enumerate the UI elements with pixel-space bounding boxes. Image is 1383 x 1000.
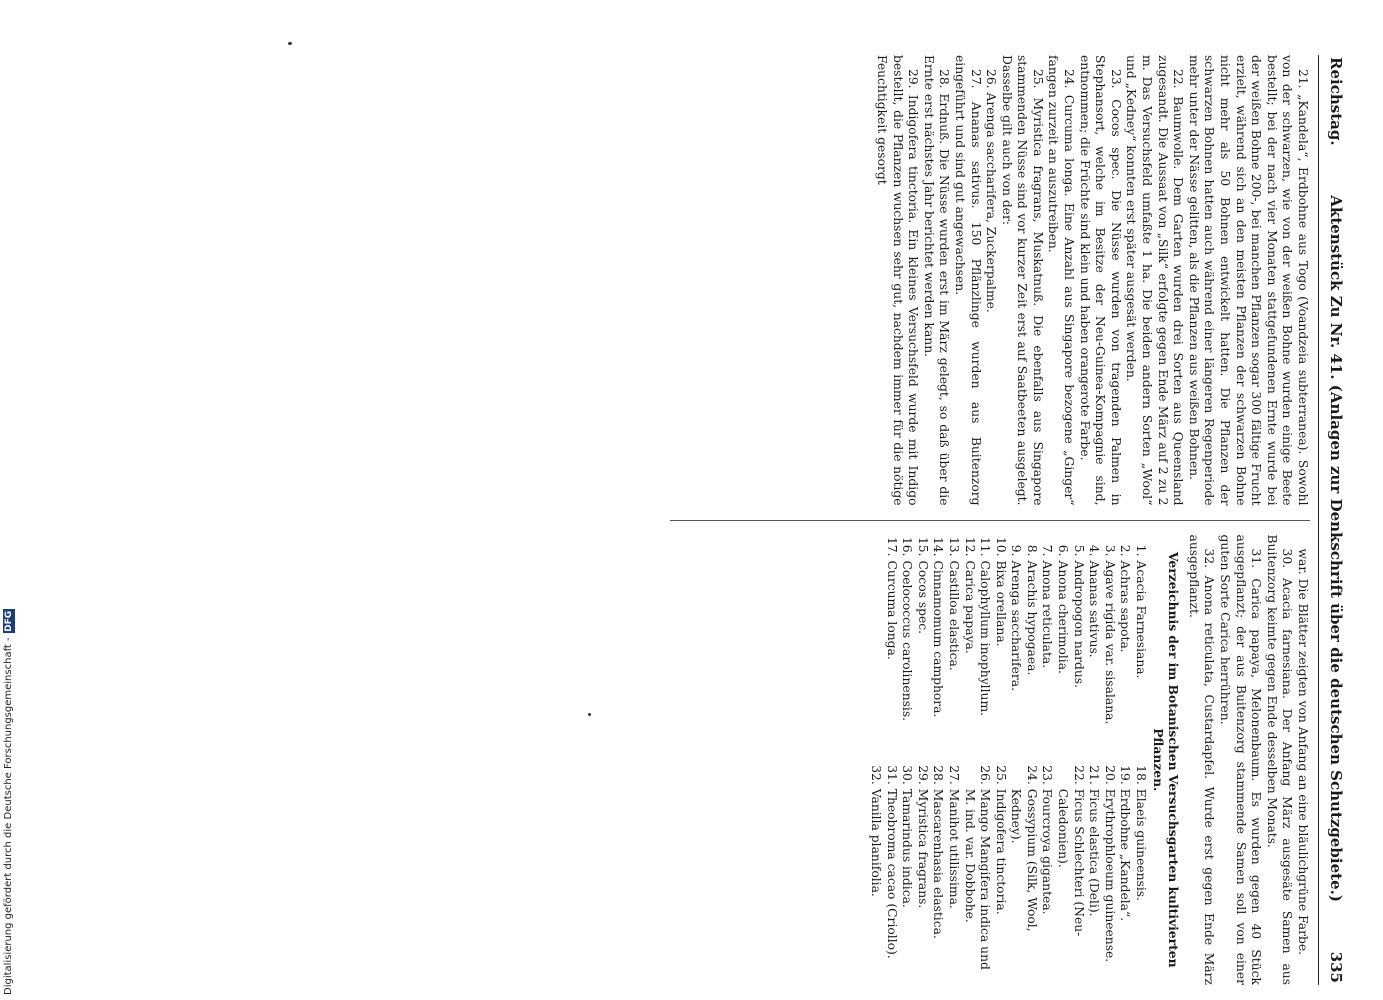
plant-list-item bbox=[914, 535, 930, 757]
plant-name: Agave rigida var. sisalana. bbox=[1102, 560, 1117, 725]
plant-number: 11. bbox=[978, 536, 993, 557]
plant-number: 20. bbox=[1102, 765, 1117, 785]
plant-list-item bbox=[1117, 763, 1133, 985]
plant-name: Bixa orellana. bbox=[993, 560, 1008, 647]
plant-number: 19. bbox=[1118, 765, 1133, 785]
plant-name: Cinnamomum camphora. bbox=[931, 560, 946, 718]
plant-number: 21. bbox=[1087, 765, 1102, 785]
plant-list-item bbox=[930, 535, 946, 757]
plant-name: Calophyllum inophyllum. bbox=[978, 560, 993, 717]
paragraph: 21. „Kandela“, Erdbohne aus Togo (Voandzeia subterranea). Sowohl von der schwarzen, wie von der weißen Bohne wurden einige Beete bestellt; bei der nach vier Monaten stattgefundenen Ernte wurde bei der weißen Bohne 200-, bei manchen Pflanzen sogar 300 fältige Frucht erzielt, während sich an den meisten Pflanzen der schwarzen Bohne nicht mehr als 50 Bohnen entwickelt hatten. Die Pflanzen der schwarzen Bohnen hatten auch während einer längeren Regenperiode mehr unter der Nässe gelitten, als die Pflanzen aus weißen Bohnen. bbox=[1186, 55, 1310, 506]
column-divider bbox=[670, 520, 1310, 521]
plant-list-item bbox=[945, 535, 961, 757]
plant-number: 1. bbox=[1134, 544, 1149, 557]
plant-list-item bbox=[1132, 535, 1148, 757]
paragraph: 23. Cocos spec. Die Nüsse wurden von tragenden Palmen in Stephansort, welche im Besitze der Neu-Guinea-Kompagnie sind, entnommen; die Früchte sind klein und haben orangerote Farbe. bbox=[1077, 55, 1123, 506]
plant-name: Ficus Schlechteri (Neu-Caledonien). bbox=[1056, 788, 1086, 937]
plant-name: Tamarindus indica. bbox=[900, 788, 915, 908]
plant-list-item bbox=[1101, 763, 1117, 985]
plant-name: Castilloa elastica. bbox=[946, 560, 961, 671]
plant-list-item bbox=[1086, 535, 1102, 757]
plant-list-item bbox=[883, 763, 899, 985]
plant-number: 18. bbox=[1134, 765, 1149, 785]
plant-list-item bbox=[930, 763, 946, 985]
plant-number: 2. bbox=[1118, 544, 1133, 557]
plant-list-title: Verzeichnis der im Botanischen Versuchsgarten kultivierten Pflanzen. bbox=[1150, 551, 1182, 968]
paragraph: 30. Acacia farnesiana. Der Anfang März ausgesäte Samen aus Buitenzorg keimte gegen Ende desselben Monats. bbox=[1264, 534, 1295, 986]
plant-name: Curcuma longa. bbox=[884, 560, 899, 660]
plant-name: Arachis hypogaea. bbox=[1024, 560, 1039, 676]
paragraph: 27. Ananas sativus. 150 Pflänzlinge wurden aus Buitenzorg eingeführt und sind gut angewachsen. bbox=[952, 55, 983, 506]
plant-name: Erdbohne „Kandela“. bbox=[1118, 788, 1133, 922]
plant-name: Carica papaya. bbox=[962, 560, 977, 654]
plant-number: 6. bbox=[1056, 544, 1071, 557]
plant-list-item bbox=[883, 535, 899, 757]
plant-name: Achras sapota. bbox=[1118, 560, 1133, 653]
plant-name: Anona cherimolia. bbox=[1056, 560, 1071, 674]
dfg-logo: DFG bbox=[4, 610, 14, 632]
plant-number: 7. bbox=[1040, 544, 1055, 557]
text-columns bbox=[670, 55, 1310, 985]
plant-list-item bbox=[961, 535, 977, 757]
plant-name: Gossypium (Silk, Wool, Kedney). bbox=[1009, 788, 1039, 932]
plant-list-item bbox=[945, 763, 961, 985]
plant-name: Anona reticulata. bbox=[1040, 560, 1055, 669]
plant-list-item bbox=[1055, 763, 1086, 985]
plant-list-item bbox=[1023, 535, 1039, 757]
paragraph: 25. Myristica fragrans, Muskatnuß. Die ebenfalls aus Singapore stammenden Nüsse sind vor kurzer Zeit erst auf Saatbeeten ausgelegt. Dasselbe gilt auch von der: bbox=[999, 55, 1045, 506]
scan-speck bbox=[288, 42, 292, 45]
plant-name: Coelococcus carolinensis. bbox=[900, 560, 915, 722]
paragraph: 22. Baumwolle. Dem Garten wurden drei Sorten aus Queensland zugesandt. Die Aussaat von „Silk“ erfolgte gegen Ende März auf 2 zu 2 m. Das Versuchsfeld umfaßte 1 ha. Die beiden andern Sorten „Wool“ und „Kedney“ konnten erst später ausgesät werden. bbox=[1124, 55, 1186, 506]
plant-list-item bbox=[1117, 535, 1133, 757]
plant-number: 9. bbox=[1009, 544, 1024, 557]
plant-list-item bbox=[1132, 763, 1148, 985]
plant-name: Elaeis guineensis. bbox=[1134, 788, 1149, 902]
plant-list-item bbox=[899, 535, 915, 757]
left-column bbox=[670, 55, 1310, 506]
plant-number: 28. bbox=[931, 765, 946, 785]
plant-number: 5. bbox=[1071, 544, 1086, 557]
plant-number: 8. bbox=[1024, 544, 1039, 557]
plant-name: Manihot utilissima. bbox=[946, 788, 961, 909]
header-left: Reichstag. bbox=[1327, 57, 1345, 146]
page-number: 335 bbox=[1327, 951, 1345, 983]
plant-name: Acacia Farnesiana. bbox=[1134, 560, 1149, 679]
plant-name: Mango Mangifera indica und M. ind. var. Dobbohe. bbox=[962, 788, 993, 970]
plant-name: Mascarenhasia elastica. bbox=[931, 788, 946, 939]
document-page bbox=[655, 55, 1345, 985]
plant-list-item bbox=[1055, 535, 1071, 757]
plant-list-item bbox=[1086, 763, 1102, 985]
plant-number: 16. bbox=[900, 536, 915, 557]
plant-number: 30. bbox=[900, 765, 915, 785]
plant-list-item bbox=[1008, 763, 1039, 985]
plant-number: 27. bbox=[946, 765, 961, 785]
plant-name: Erythrophloeum guineense. bbox=[1102, 788, 1117, 963]
funding-note-text: Digitalisierung gefördert durch die Deutsche Forschungsgemeinschaft - bbox=[3, 637, 14, 995]
plant-number: 26. bbox=[978, 765, 993, 785]
paragraph: 29. Indigofera tinctoria. Ein kleines Versuchsfeld wurde mit Indigo bestellt, die Pflanzen wuchsen sehr gut, nachdem immer für die nötige Feuchtigkeit gesorgt bbox=[874, 55, 921, 506]
plant-name: Vanilla planifolia. bbox=[868, 788, 883, 897]
plant-name: Cocos spec. bbox=[915, 560, 930, 635]
paragraph: 28. Erdnuß. Die Nüsse wurden erst im März gelegt, so daß über die Ernte erst nächstes Jahr berichtet werden kann. bbox=[921, 55, 952, 506]
plant-number: 23. bbox=[1040, 765, 1055, 785]
plant-number: 17. bbox=[884, 536, 899, 557]
plant-number: 15. bbox=[915, 536, 930, 557]
plant-list-item bbox=[961, 763, 992, 985]
plant-list-item bbox=[1008, 535, 1024, 757]
scan-speck bbox=[588, 713, 591, 716]
plant-list-item bbox=[899, 763, 915, 985]
plant-list-item bbox=[1039, 763, 1055, 985]
plant-name: Arenga saccharifera. bbox=[1009, 560, 1024, 691]
plant-number: 31. bbox=[884, 765, 899, 785]
plant-list-item bbox=[1070, 535, 1086, 757]
plant-number: 32. bbox=[868, 765, 883, 785]
plant-number: 13. bbox=[946, 536, 961, 557]
plant-name: Andropogon nardus. bbox=[1071, 560, 1086, 688]
plant-number: 14. bbox=[931, 536, 946, 557]
plant-number: 24. bbox=[1024, 765, 1039, 785]
page-header bbox=[1321, 55, 1345, 985]
plant-list-item bbox=[1039, 535, 1055, 757]
plant-name: Theobroma cacao (Criollo). bbox=[884, 788, 899, 959]
plant-list-part-a bbox=[867, 535, 1148, 757]
plant-list-item bbox=[867, 763, 883, 985]
paragraph: 32. Anona reticulata, Custardapfel. Wurde erst gegen Ende März ausgepflanzt. bbox=[1186, 534, 1217, 986]
plant-name: Fourcroya gigantea. bbox=[1040, 788, 1055, 915]
plant-number: 22. bbox=[1071, 765, 1086, 785]
paragraph: 26. Arenga saccharifera, Zuckerpalme. bbox=[984, 69, 999, 313]
plant-number: 4. bbox=[1087, 544, 1102, 557]
plant-name: Ficus elastica (Deli). bbox=[1087, 788, 1102, 917]
plant-list-item bbox=[914, 763, 930, 985]
plant-list-item bbox=[992, 763, 1008, 985]
digitisation-note bbox=[0, 0, 18, 1000]
plant-number: 3. bbox=[1102, 544, 1117, 557]
header-rule bbox=[1318, 55, 1319, 985]
plant-number: 12. bbox=[962, 536, 977, 557]
plant-number: 10. bbox=[993, 536, 1008, 557]
plant-list-item bbox=[977, 535, 993, 757]
plant-list bbox=[867, 535, 1148, 986]
plant-list-item bbox=[1101, 535, 1117, 757]
paragraph: 31. Carica papaya, Melonenbaum. Es wurden gegen 40 Stück ausgepflanzt; der aus Buitenzorg stammende Samen soll von einer guten Sorte Carica herrühren. bbox=[1218, 534, 1264, 986]
plant-number: 25. bbox=[993, 765, 1008, 785]
paragraph: war. Die Blätter zeigten von Anfang an eine bläulichgrüne Farbe. bbox=[1296, 548, 1310, 956]
plant-list-item bbox=[992, 535, 1008, 757]
plant-name: Myristica fragrans. bbox=[915, 788, 930, 909]
paragraph: 24. Curcuma longa. Eine Anzahl aus Singapore bezogene „Ginger“ fangen zurzeit an auszutreiben. bbox=[1046, 55, 1077, 506]
plant-number: 29. bbox=[915, 765, 930, 785]
plant-name: Indigofera tinctoria. bbox=[993, 788, 1008, 915]
plant-list-part-b bbox=[867, 763, 1148, 985]
plant-name: Ananas sativus. bbox=[1087, 560, 1102, 658]
header-title: Aktenstück Zu Nr. 41. (Anlagen zur Denkschrift über die deutschen Schutzgebiete.) bbox=[1327, 195, 1345, 902]
right-column bbox=[670, 535, 1310, 986]
